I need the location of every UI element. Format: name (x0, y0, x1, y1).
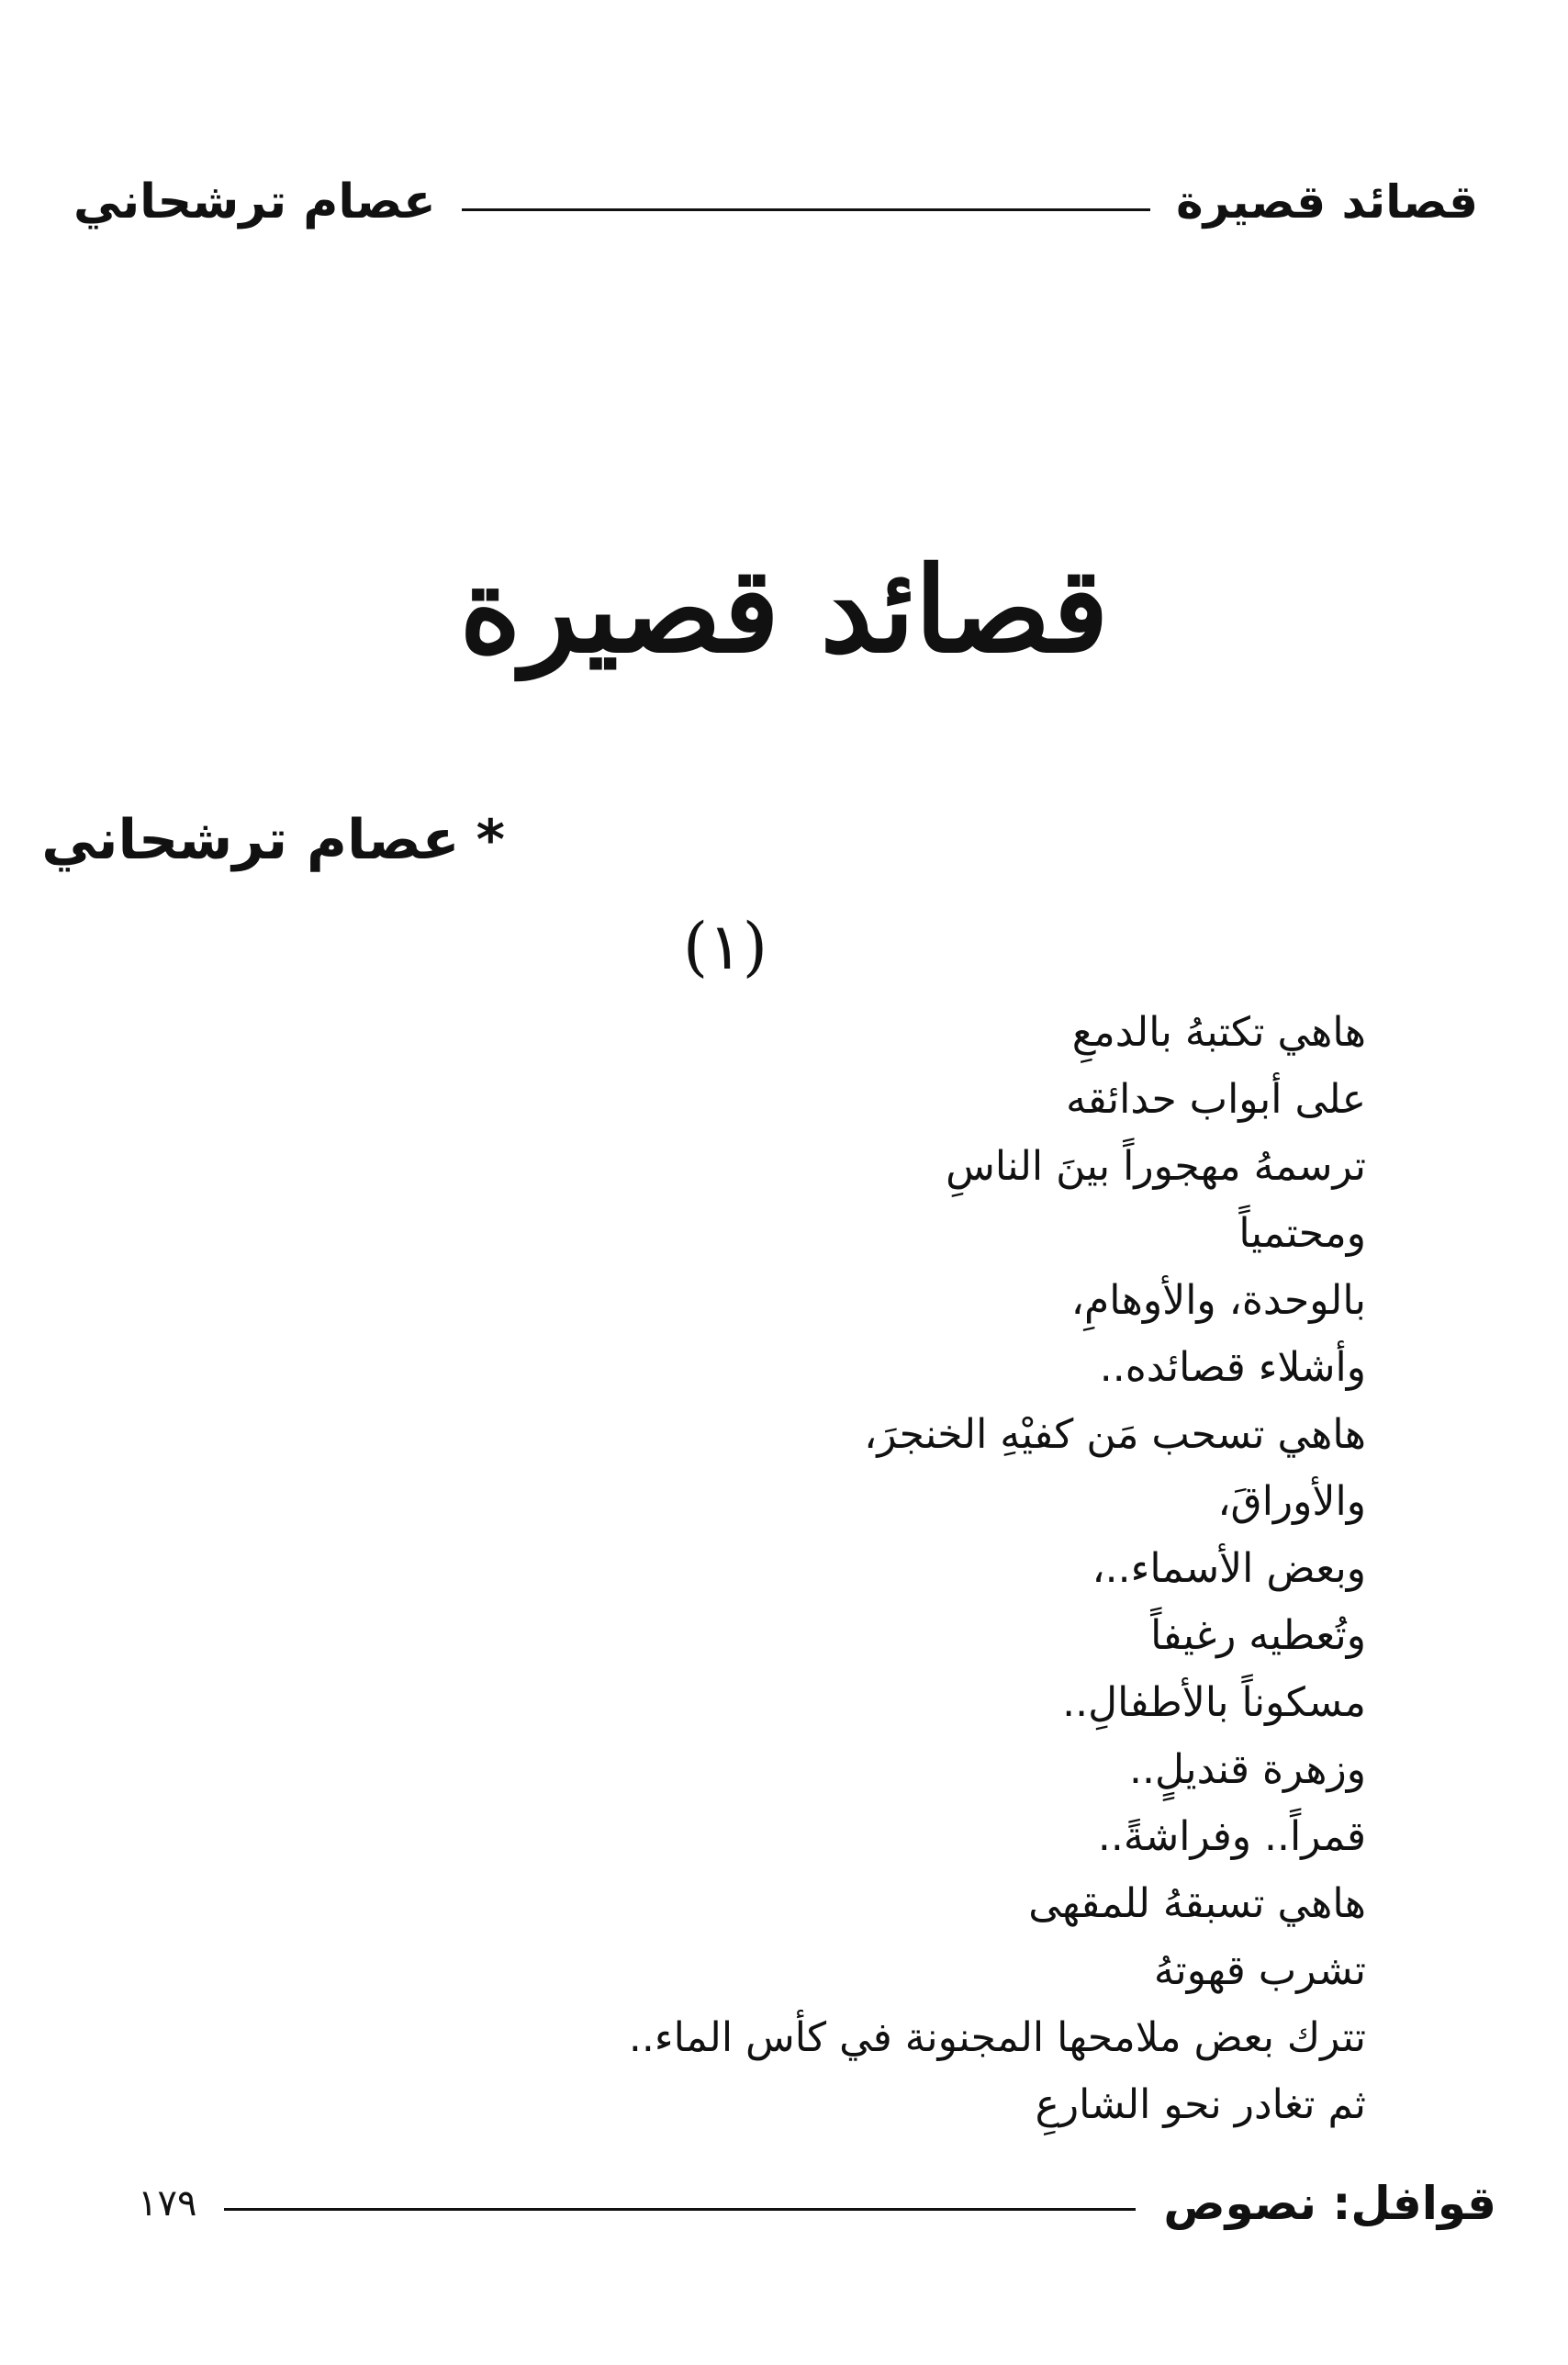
poem-line: هاهي تسحب مَن كفيْهِ الخنجرَ، (864, 1411, 1366, 1458)
poem-line: وزهرة قنديلٍ.. (1129, 1746, 1366, 1793)
poem-line: والأوراقَ، (1217, 1478, 1366, 1525)
byline-marker: * (476, 808, 505, 872)
poem-line: وتُعطيه رغيفاً (1150, 1612, 1366, 1659)
poem-line: هاهي تسبقهُ للمقهى (1028, 1880, 1366, 1927)
poem-line: ومحتمياً (1238, 1210, 1366, 1257)
footer-rule (224, 2208, 1136, 2211)
poem-line: مسكوناً بالأطفالِ.. (1062, 1679, 1366, 1726)
poem (540, 999, 1366, 2138)
page-number: ١٧٩ (138, 2182, 197, 2225)
poem-line: ترسمهُ مهجوراً بينَ الناسِ (946, 1143, 1366, 1190)
header-series-title: قصائد قصيرة (1176, 175, 1478, 229)
poem-line: وبعض الأسماء..، (1092, 1545, 1366, 1592)
header-author: عصام ترشحاني (73, 174, 436, 230)
poem-line: تترك بعض ملامحها المجنونة في كأس الماء.. (628, 2014, 1366, 2061)
footer-journal: قوافل: نصوص (1163, 2177, 1496, 2230)
byline-author: عصام ترشحاني (41, 808, 460, 872)
poem-line: على أبواب حدائقه (1066, 1076, 1366, 1123)
poem-line: تشرب قهوتهُ (1153, 1947, 1366, 1994)
poem-line: هاهي تكتبهُ بالدمعِ (1071, 1009, 1366, 1056)
poem-line: وأشلاء قصائده.. (1099, 1344, 1366, 1391)
byline (0, 808, 505, 872)
section-number: (١) (682, 909, 768, 984)
header-rule (462, 208, 1150, 211)
poem-line: بالوحدة، والأوهامِ، (1070, 1277, 1366, 1324)
poem-line: قمراً.. وفراشةً.. (1097, 1813, 1366, 1860)
poem-line: ثم تغادر نحو الشارعِ (1035, 2081, 1366, 2128)
page-title: قصائد قصيرة (459, 542, 1109, 679)
running-footer (138, 2171, 1496, 2236)
running-header (73, 165, 1478, 239)
